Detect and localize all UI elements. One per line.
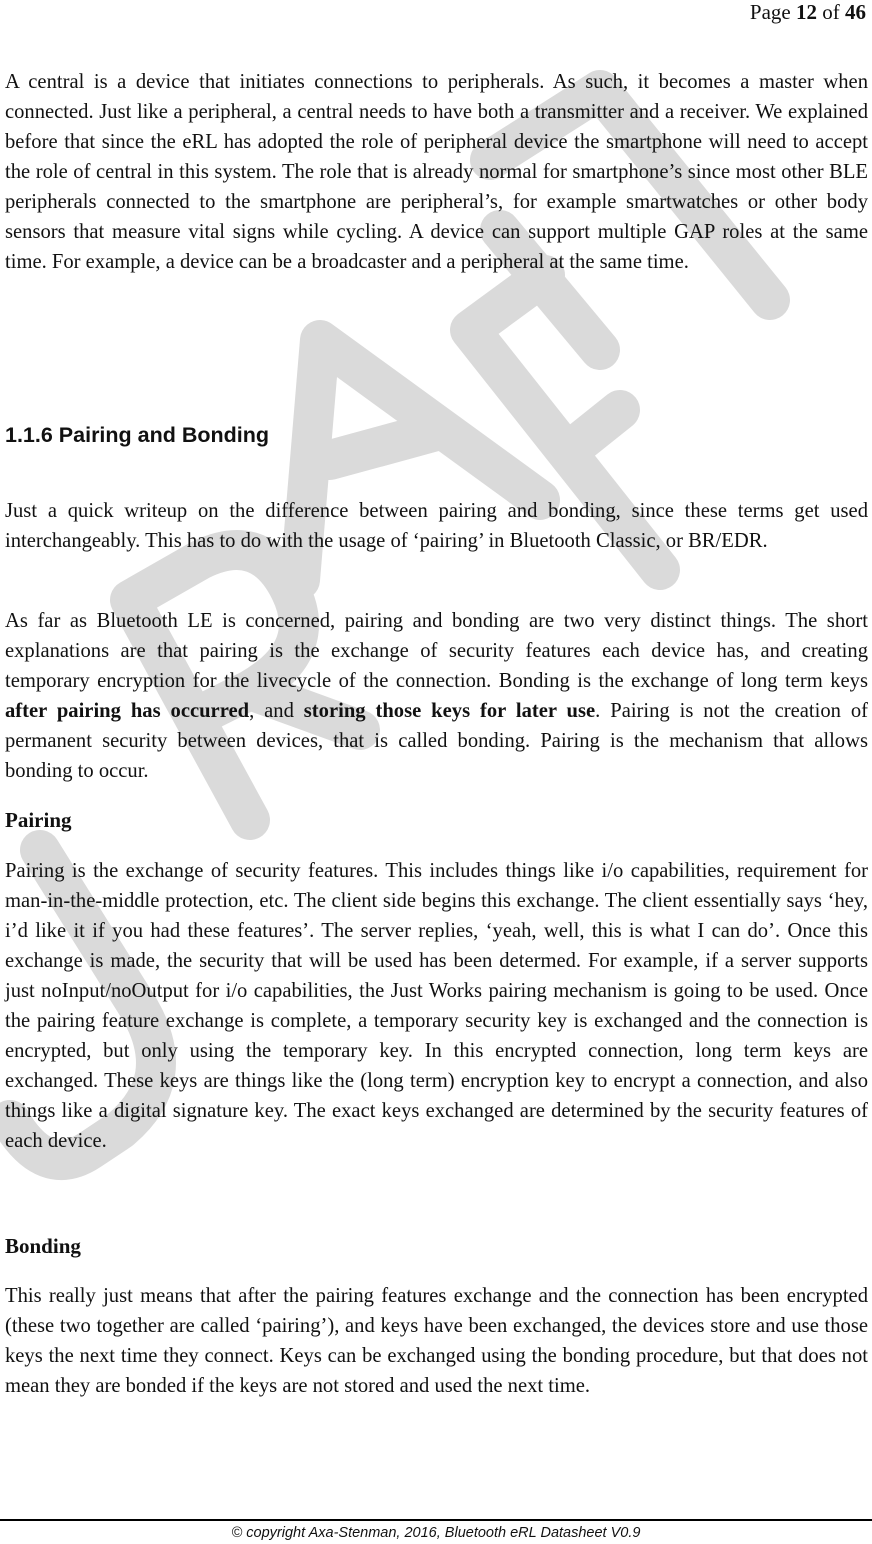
paragraph-text-3: . Pairing is not the creation of permanent security between devices, that is called bonding. Pairing is the mechanism that allows bonding to occur. (5, 700, 869, 782)
intro-paragraph: A central is a device that initiates connections to peripherals. As such, it becomes a master when connected. Just like a peripheral, a central needs to have both a transmitter and a receiver. We explained before that since the eRL has adopted the role of peripheral device the smartphone will need to accept the role of central in this system. The role that is already normal for smartphone’s since most other BLE peripherals connected to the smartphone are peripheral’s, for example smartwatches or other body sensors that measure vital signs while cycling. A device can support multiple GAP roles at the same time. For example, a device can be a broadcaster and a peripheral at the same time. (5, 71, 868, 273)
pairing-paragraph: Pairing is the exchange of security features. This includes things like i/o capabilities, requirement for man-in-the-middle protection, etc. The client side begins this exchange. The client essentially says ‘hey, i’d like it if you had these features’. The server replies, ‘yeah, well, this is what I can do’. Once this exchange is made, the security that will be used has been determed. For example, if a server supports just noInput/noOutput for i/o capabilities, the Just Works pairing mechanism is going to be used. Once the pairing feature exchange is complete, a temporary security key is exchanged and the connection is encrypted, but only using the temporary key. In this encrypted connection, long term keys are exchanged. These keys are things like the (long term) encryption key to encrypt a connection, and also things like a digital signature key. The exact keys exchanged are determined by the security features of each device. (5, 860, 868, 1152)
page-of: of (817, 0, 845, 24)
bonding-paragraph: This really just means that after the pairing features exchange and the connection has been encrypted (these two together are called ‘pairing’), and keys have been exchanged, the devices store and use those keys the next time they connect. Keys can be exchanged using the bonding procedure, but that does not mean they are bonded if the keys are not stored and used the next time. (5, 1285, 868, 1397)
section-heading: 1.1.6 Pairing and Bonding (5, 423, 270, 447)
bonding-title: Bonding (5, 1234, 81, 1258)
pairing-title: Pairing (5, 808, 72, 832)
footer-divider (0, 1519, 872, 1521)
pairing-vs-bonding-paragraph (5, 606, 868, 786)
total-pages: 46 (845, 0, 866, 24)
emphasis-after-pairing: after pairing has occurred (5, 700, 250, 722)
current-page: 12 (796, 0, 817, 24)
page-prefix: Page (749, 0, 796, 24)
pairing-bonding-intro: Just a quick writeup on the difference between pairing and bonding, since these terms get used interchangeably. This has to do with the usage of ‘pairing’ in Bluetooth Classic, or BR/EDR. (5, 500, 868, 552)
paragraph-text-1: As far as Bluetooth LE is concerned, pairing and bonding are two very distinct things. The short explanations are that pairing is the exchange of security features each device has, and creating temporary encryption for the livecycle of the connection. Bonding is the exchange of long term keys (5, 610, 868, 692)
page-number (750, 0, 866, 24)
paragraph-text-2: , and (249, 700, 304, 722)
copyright-footer: © copyright Axa-Stenman, 2016, Bluetooth eRL Datasheet V0.9 (231, 1525, 641, 1541)
emphasis-storing-keys: storing those keys for later use (303, 700, 596, 722)
